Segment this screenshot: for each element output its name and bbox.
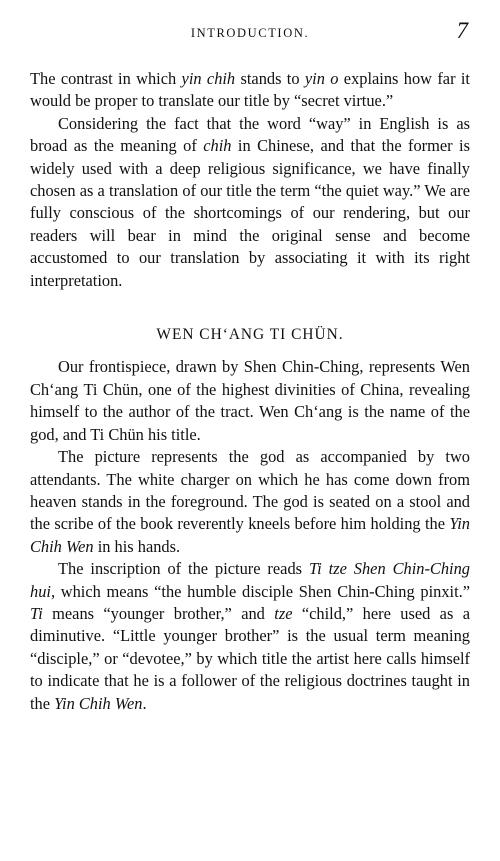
text-run: in his hands. — [93, 536, 181, 556]
italic-term: yin chih — [181, 69, 236, 88]
text-run: means “younger brother,” and — [42, 603, 275, 623]
paragraph-quiet-way — [30, 113, 470, 292]
italic-term: Ti — [30, 603, 43, 623]
italic-term: Yin Chih Wen — [54, 693, 143, 713]
running-title: INTRODUCTION. — [190, 26, 310, 40]
book-page — [30, 20, 470, 715]
text-run: in Chinese, and that the former is widely used with a deep religious significance, we have finally chosen as a translation of our title the term “the quiet way.” We are fully conscious of the shortcomings of our rendering, but our readers will bear in mind the original sense and become accustomed to our translation by associating it with its right interpretation. — [30, 136, 470, 290]
italic-term: Ti tze Shen Chin-Ching hui, — [30, 559, 470, 601]
text-run: “child,” here used as a diminutive. “Little younger brother” is the usual term meaning “disciple,” or “devotee,” by which title the artist here calls himself to indicate that he is a follower of the religious doctrines taught in the — [30, 603, 470, 713]
running-head — [30, 20, 470, 54]
paragraph-frontispiece: Our frontispiece, drawn by Shen Chin-Ching, represents Wen Ch‘ang Ti Chün, one of the highest divinities of China, revealing himself to the author of the tract. Wen Ch‘ang is the name of the god, and Ti Chün his title. — [30, 357, 470, 444]
body-text — [30, 68, 470, 715]
italic-term: tze — [274, 603, 293, 623]
text-run: explains how far it would be proper to translate our title by “secret virtue.” — [30, 69, 470, 111]
text-run: Considering the fact that the word “way” in English is as broad as the meaning of — [30, 113, 470, 156]
paragraph-inscription — [30, 558, 470, 715]
section-spacer — [30, 292, 470, 324]
section-heading: WEN CH‘ANG TI CHÜN. — [156, 326, 344, 344]
text-run: The contrast in which — [30, 69, 182, 88]
italic-term: yin o — [304, 69, 339, 88]
paragraph-secret-virtue — [30, 68, 470, 113]
text-run: stands to — [235, 69, 305, 88]
text-run: . — [142, 693, 147, 713]
paragraph-picture — [30, 446, 470, 558]
text-run: The picture represents the god as accompanied by two attendants. The white charger on which he has come down from heaven stands in the foreground. The god is seated on a stool and the scribe of the book reverently kneels before him holding the — [30, 447, 470, 534]
text-run: which means “the humble disciple Shen Chin-Ching pinxit.” — [55, 581, 470, 601]
italic-term: chih — [203, 136, 232, 156]
italic-term: Yin Chih Wen — [30, 514, 470, 556]
page-number: 7 — [456, 18, 468, 43]
text-run: The inscription of the picture reads — [58, 559, 309, 579]
